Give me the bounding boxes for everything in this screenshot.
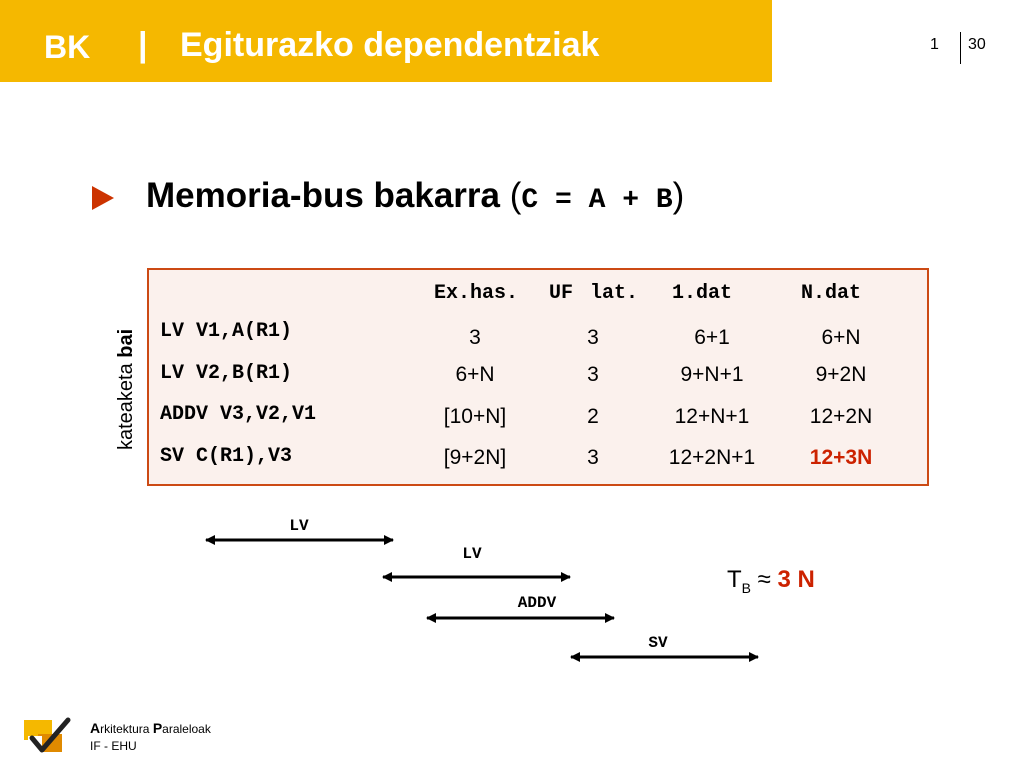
instr-row-4: SV C(R1),V3 <box>160 445 293 468</box>
cell-r1-ndat: 6+N <box>821 326 861 349</box>
cell-r3-exhas: [10+N] <box>443 405 507 428</box>
instr-row-1: LV V1,A(R1) <box>160 320 293 343</box>
cell-r2-exhas: 6+N <box>455 363 495 386</box>
timeline-label-addv: ADDV <box>517 594 557 612</box>
timeline-label-sv: SV <box>648 634 668 652</box>
slide-subtitle <box>146 176 684 216</box>
page-divider <box>960 32 961 64</box>
slide-title: Egiturazko dependentziak <box>180 26 600 64</box>
cell-r1-exhas: 3 <box>469 326 481 349</box>
cell-r2-ndat: 9+2N <box>815 363 867 386</box>
bullet-triangle-icon <box>92 186 114 210</box>
header-ex-has: Ex.has. <box>434 282 519 305</box>
timeline-label-lv1: LV <box>289 517 309 535</box>
footer-rkitektura: rkitektura <box>100 722 153 736</box>
cell-r3-ndat: 12+2N <box>809 405 873 428</box>
footer-course <box>90 720 211 736</box>
instr-row-3: ADDV V3,V2,V1 <box>160 403 317 426</box>
cell-r4-lat: 3 <box>587 446 599 469</box>
total-time <box>727 566 815 596</box>
ehu-logo-icon <box>24 716 74 756</box>
footer-institution: IF - EHU <box>90 739 137 753</box>
footer-araleloak: araleloak <box>162 722 211 736</box>
cell-r3-1dat: 12+N+1 <box>674 405 750 428</box>
total-time-sub: B <box>741 579 752 596</box>
total-time-approx: ≈ <box>751 566 778 593</box>
instr-row-2: LV V2,B(R1) <box>160 362 293 385</box>
header-uf: UF <box>549 282 574 305</box>
total-time-symbol: T <box>727 566 742 593</box>
side-label <box>115 329 138 450</box>
cell-r4-exhas: [9+2N] <box>443 446 507 469</box>
total-time-value: 3 N <box>777 566 815 593</box>
cell-r3-lat: 2 <box>587 405 599 428</box>
subtitle-code: C = A + B <box>521 185 673 216</box>
cell-r1-1dat: 6+1 <box>694 326 730 349</box>
header-ndat: N.dat <box>801 282 862 305</box>
header-separator: | <box>138 26 148 64</box>
page-current: 1 <box>930 36 939 53</box>
timeline-label-lv2: LV <box>462 545 482 563</box>
cell-r1-lat: 3 <box>587 326 599 349</box>
subtitle-text: Memoria-bus bakarra <box>146 176 501 215</box>
course-code: BK <box>44 29 91 65</box>
cell-r2-1dat: 9+N+1 <box>680 363 744 386</box>
cell-r4-1dat: 12+2N+1 <box>668 446 756 469</box>
paren-close: ) <box>672 176 685 215</box>
cell-r4-ndat-total: 12+3N <box>809 446 873 469</box>
cell-r2-lat: 3 <box>587 363 599 386</box>
side-label-normal: kateaketa <box>115 357 137 450</box>
footer-p: P <box>152 720 163 736</box>
header-1dat: 1.dat <box>672 282 733 305</box>
paren-open: ( <box>509 176 522 215</box>
footer-a: A <box>90 720 101 736</box>
header-lat: lat. <box>590 282 639 305</box>
page-total: 30 <box>968 36 986 53</box>
side-label-bold: bai <box>115 328 137 358</box>
